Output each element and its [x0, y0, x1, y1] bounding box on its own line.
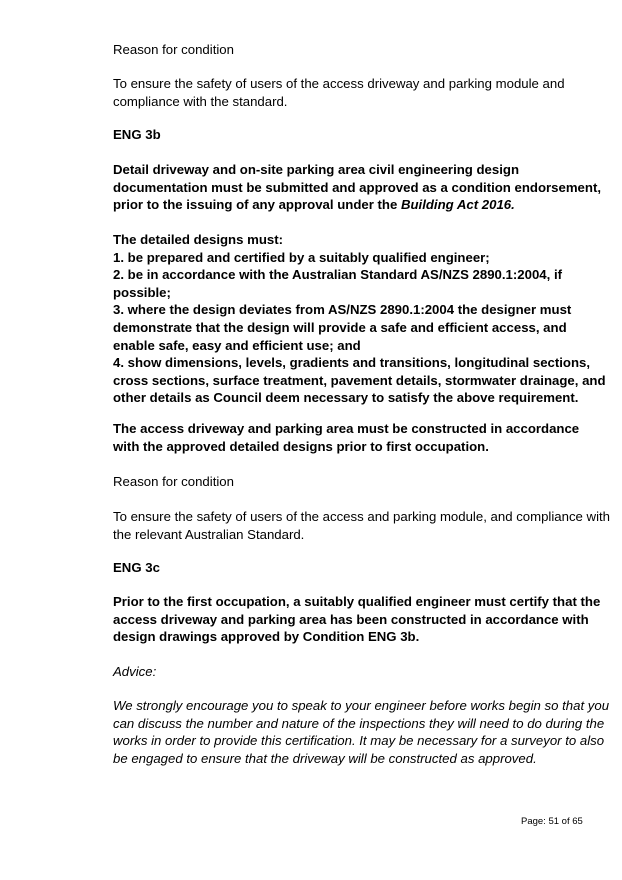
- reason-for-condition-text: To ensure the safety of users of the access driveway and parking module and compliance with the standard.: [113, 76, 565, 109]
- list-item: 3. where the design deviates from AS/NZS 2890.1:2004 the designer must: [113, 302, 572, 318]
- building-act-reference: Building Act 2016.: [400, 197, 515, 213]
- eng-3c-paragraph: Prior to the first occupation, a suitably qualified engineer must certify that the access driveway and parking area has been constructed in accordance with design drawings approved by Condition ENG 3b.: [113, 594, 601, 645]
- advice-paragraph: We strongly encourage you to speak to your engineer before works begin so that you can discuss the number and nature of the inspections they will need to do during the works in order to provide this certification. It may be necessary for a surveyor to also be engaged to ensure that the driveway will be constructed as approved.: [113, 698, 610, 766]
- eng-3c-heading: ENG 3c: [113, 560, 160, 575]
- eng-3b-heading: ENG 3b: [113, 127, 161, 142]
- eng-3b-construction-paragraph: The access driveway and parking area must be constructed in accordance with the approved detailed designs prior to first occupation.: [113, 421, 580, 454]
- advice-label: Advice:: [113, 664, 157, 679]
- list-item: 2. be in accordance with the Australian Standard AS/NZS 2890.1:2004, if: [113, 267, 563, 283]
- reason-for-condition-text-2: To ensure the safety of users of the access and parking module, and compliance with the relevant Australian Standard.: [113, 509, 611, 542]
- eng-3b-requirement-paragraph: Detail driveway and on-site parking area civil engineering design documentation must be submitted and approved as a condition endorsement, prior to the issuing of any approval under the Building Act 2016.: [113, 162, 601, 213]
- reason-for-condition-label-2: Reason for condition: [113, 474, 234, 489]
- list-item: 4. show dimensions, levels, gradients and transitions, longitudinal sections,: [113, 355, 591, 371]
- page-number-footer: Page: 51 of 65: [521, 816, 583, 827]
- eng-3b-design-requirements: The detailed designs must: 1. be prepared and certified by a suitably qualified engineer; 2. be in accordance with the Australian Standard AS/NZS 2890.1:2004, if possible; 3. where the design deviates from AS/NZS 2890.1:2004 the designer must demonstrate that the design will provide a safe and efficient access, and enable safe, easy and efficient use; and 4. show dimensions, levels, gradients and transitions, longitudinal sections, cross sections, surface treatment, pavement details, stormwater drainage, and other details as Council deem necessary to satisfy the above requirement.: [113, 232, 606, 406]
- reason-for-condition-label: Reason for condition: [113, 42, 234, 57]
- list-item: 1. be prepared and certified by a suitably qualified engineer;: [113, 249, 490, 265]
